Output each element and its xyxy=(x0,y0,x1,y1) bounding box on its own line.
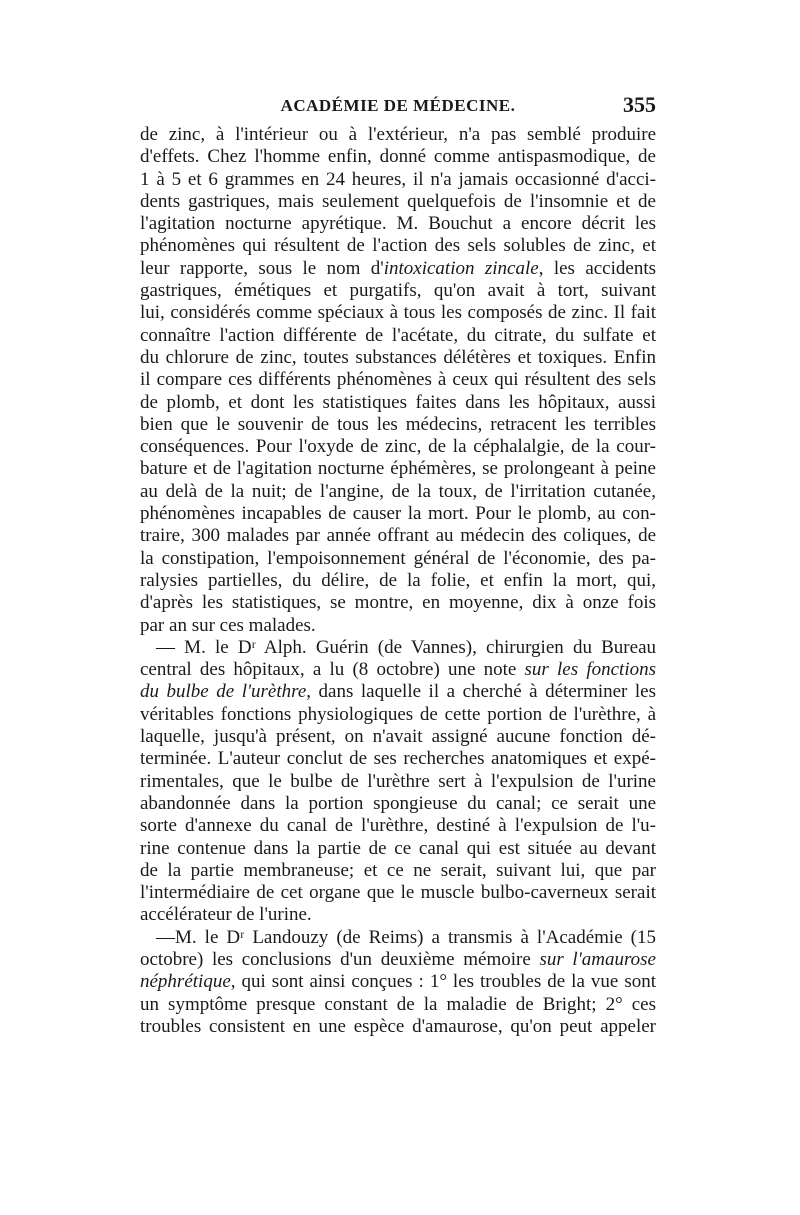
text-line xyxy=(140,681,656,703)
text-segment: , qui sont ainsi conçues : 1° les troubles de la vue sont xyxy=(230,971,656,993)
text-line: de la partie membraneuse; et ce ne serait, suivant lui, que par xyxy=(140,859,656,881)
page-header xyxy=(140,92,656,120)
text-line: la constipation, l'empoisonnement général de l'économie, des pa- xyxy=(140,547,656,569)
text-line: phénomènes incapables de causer la mort. Pour le plomb, au con- xyxy=(140,503,656,525)
text-line xyxy=(140,971,656,993)
text-line: lui, considérés comme spéciaux à tous les composés de zinc. Il fait xyxy=(140,302,656,324)
text-line: connaître l'action différente de l'acétate, du citrate, du sulfate et xyxy=(140,324,656,346)
text-line: accélérateur de l'urine. xyxy=(140,904,312,926)
italic-title: intoxication zincale xyxy=(383,257,539,279)
text-line: sorte d'annexe du canal de l'urèthre, destiné à l'expulsion de l'u- xyxy=(140,815,656,837)
text-segment: central des hôpitaux, a lu (8 octobre) une note xyxy=(140,659,525,681)
italic-title: sur les fonctions xyxy=(524,659,656,681)
text-line: d'effets. Chez l'homme enfin, donné comme antispasmodique, de xyxy=(140,146,656,168)
text-segment: octobre) les conclusions d'un deuxième mémoire xyxy=(140,948,540,970)
text-line: bature et de l'agitation nocturne éphémères, se prolongeant à peine xyxy=(140,458,656,480)
body-text xyxy=(140,124,656,1038)
text-line: gastriques, émétiques et purgatifs, qu'on avait à tort, suivant xyxy=(140,280,656,302)
text-line: de zinc, à l'intérieur ou à l'extérieur, n'a pas semblé produire xyxy=(140,124,656,145)
text-line: dents gastriques, mais seulement quelquefois de l'insomnie et de xyxy=(140,190,656,212)
text-line: terminée. L'auteur conclut de ses recherches anatomiques et expé- xyxy=(140,748,656,770)
text-segment: leur rapporte, sous le nom d' xyxy=(140,257,384,279)
text-line: —M. le Dʳ Landouzy (de Reims) a transmis à l'Académie (15 xyxy=(156,926,656,948)
text-line: bien que le souvenir de tous les médecins, retracent les terribles xyxy=(140,413,656,435)
italic-title: néphrétique xyxy=(140,971,231,993)
text-line: abandonnée dans la portion spongieuse du canal; ce serait une xyxy=(140,792,656,814)
text-line: d'après les statistiques, se montre, en moyenne, dix à onze fois xyxy=(140,592,656,614)
text-line: rine contenue dans la partie de ce canal qui est située au devant xyxy=(140,837,656,859)
text-line: — M. le Dʳ Alph. Guérin (de Vannes), chirurgien du Bureau xyxy=(156,636,656,658)
text-line: 1 à 5 et 6 grammes en 24 heures, il n'a jamais occasionné d'acci- xyxy=(140,168,656,190)
text-line: l'intermédiaire de cet organe que le muscle bulbo-caverneux serait xyxy=(140,882,656,904)
text-line: par an sur ces malades. xyxy=(140,614,316,636)
text-line: au delà de la nuit; de l'angine, de la toux, de l'irritation cutanée, xyxy=(140,480,656,502)
italic-title: sur l'amaurose xyxy=(539,948,656,970)
text-line: il compare ces différents phénomènes à ceux qui résultent des sels xyxy=(140,369,656,391)
text-segment: , les accidents xyxy=(538,257,656,279)
text-line: troubles consistent en une espèce d'amaurose, qu'on peut appeler xyxy=(140,1015,656,1037)
italic-title: du bulbe de l'urèthre xyxy=(140,681,307,703)
text-line: ralysies partielles, du délire, de la folie, et enfin la mort, qui, xyxy=(140,569,656,591)
text-line: un symptôme presque constant de la maladie de Bright; 2° ces xyxy=(140,993,656,1015)
text-line: l'agitation nocturne apyrétique. M. Bouchut a encore décrit les xyxy=(140,213,656,235)
text-line: phénomènes qui résultent de l'action des sels solubles de zinc, et xyxy=(140,235,656,257)
text-line: de plomb, et dont les statistiques faites dans les hôpitaux, aussi xyxy=(140,391,656,413)
text-line: traire, 300 malades par année offrant au médecin des coliques, de xyxy=(140,525,656,547)
running-head: ACADÉMIE DE MÉDECINE. xyxy=(280,96,516,115)
text-line: véritables fonctions physiologiques de cette portion de l'urèthre, à xyxy=(140,703,656,725)
text-line xyxy=(140,258,656,280)
text-line: du chlorure de zinc, toutes substances délétères et toxiques. Enfin xyxy=(140,346,656,368)
text-line: rimentales, que le bulbe de l'urèthre sert à l'expulsion de l'urine xyxy=(140,770,656,792)
text-line: laquelle, jusqu'à présent, on n'avait assigné aucune fonction dé- xyxy=(140,726,656,748)
page-number: 355 xyxy=(623,92,656,117)
text-line xyxy=(140,949,656,971)
text-line: conséquences. Pour l'oxyde de zinc, de la céphalalgie, de la cour- xyxy=(140,436,656,458)
text-segment: , dans laquelle il a cherché à déterminer les xyxy=(306,681,656,703)
text-line xyxy=(140,659,656,681)
